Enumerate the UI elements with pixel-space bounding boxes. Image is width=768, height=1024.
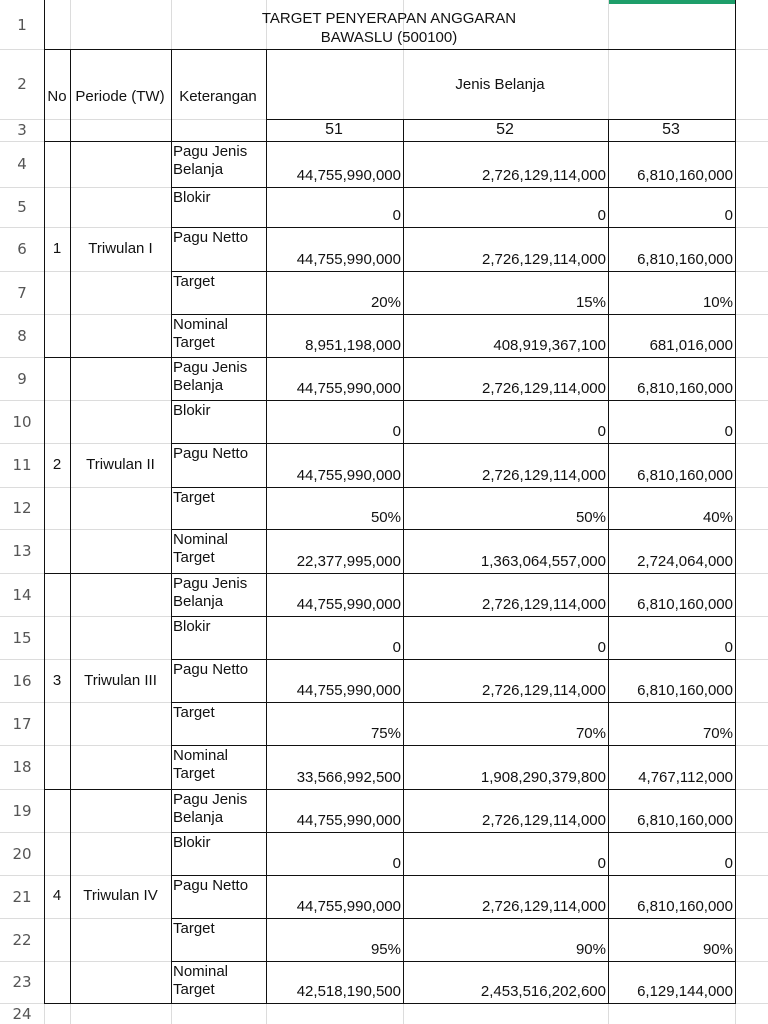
row-number[interactable]: 1 [17, 15, 27, 34]
quarter-periode[interactable]: Triwulan I [88, 240, 153, 257]
value-cell[interactable]: 33,566,992,500 [296, 769, 401, 786]
value-cell[interactable]: 0 [724, 207, 733, 224]
header-jenis-belanja[interactable]: Jenis Belanja [455, 76, 545, 93]
row-number[interactable]: 20 [12, 844, 32, 863]
border-line [171, 702, 736, 703]
value-cell[interactable]: 0 [597, 423, 606, 440]
border-line [171, 875, 736, 876]
value-cell[interactable]: 42,518,190,500 [296, 983, 401, 1000]
border-line [171, 400, 736, 401]
row-number[interactable]: 21 [12, 887, 32, 906]
row-label[interactable]: Pagu Netto [173, 229, 249, 246]
row-number[interactable]: 15 [12, 628, 32, 647]
header-code-52[interactable]: 52 [496, 121, 514, 138]
row-label[interactable]: Blokir [173, 402, 211, 419]
value-cell[interactable]: 0 [597, 855, 606, 872]
value-cell[interactable]: 2,726,129,114,000 [481, 596, 606, 613]
row-number[interactable]: 3 [17, 121, 27, 139]
row-number[interactable]: 14 [12, 585, 32, 604]
border-line [171, 187, 736, 188]
row-number[interactable]: 7 [17, 283, 27, 302]
value-cell[interactable]: 6,810,160,000 [637, 596, 733, 613]
value-cell[interactable]: 44,755,990,000 [296, 380, 401, 397]
value-cell[interactable]: 2,726,129,114,000 [481, 898, 606, 915]
value-cell[interactable]: 2,726,129,114,000 [481, 812, 606, 829]
selection-indicator [608, 0, 736, 4]
border-line [171, 443, 736, 444]
value-cell[interactable]: 408,919,367,100 [493, 337, 606, 354]
border-line [44, 0, 45, 1004]
value-cell[interactable]: 95% [370, 941, 401, 958]
header-no[interactable]: No [47, 88, 67, 105]
border-line [44, 789, 736, 790]
value-cell[interactable]: 20% [370, 294, 401, 311]
row-label[interactable]: Blokir [173, 189, 211, 206]
value-cell[interactable]: 6,810,160,000 [637, 251, 733, 268]
value-cell[interactable]: 44,755,990,000 [296, 898, 401, 915]
quarter-periode[interactable]: Triwulan II [86, 456, 155, 473]
value-cell[interactable]: 6,810,160,000 [637, 682, 733, 699]
value-cell[interactable]: 2,726,129,114,000 [481, 467, 606, 484]
border-line [44, 573, 736, 574]
value-cell[interactable]: 0 [392, 423, 401, 440]
value-cell[interactable]: 0 [597, 639, 606, 656]
row-number[interactable]: 24 [12, 1004, 32, 1023]
value-cell[interactable]: 1,908,290,379,800 [480, 769, 606, 786]
header-code-51[interactable]: 51 [325, 121, 343, 138]
value-cell[interactable]: 4,767,112,000 [638, 769, 733, 786]
row-number[interactable]: 16 [12, 671, 32, 690]
quarter-no[interactable]: 4 [52, 887, 62, 904]
quarter-periode[interactable]: Triwulan IV [83, 887, 158, 904]
border-line [171, 961, 736, 962]
row-label[interactable]: Blokir [173, 834, 211, 851]
row-number[interactable]: 22 [12, 930, 32, 949]
row-number[interactable]: 5 [17, 198, 27, 216]
row-label[interactable]: Blokir [173, 618, 211, 635]
row-label[interactable]: Pagu Netto [173, 661, 249, 678]
border-line [266, 119, 736, 120]
row-number[interactable]: 12 [12, 499, 32, 517]
border-line [70, 49, 71, 1004]
border-line [44, 141, 736, 142]
row-number[interactable]: 8 [17, 326, 27, 345]
row-label[interactable]: Target [173, 704, 215, 721]
row-number[interactable]: 10 [12, 412, 32, 431]
value-cell[interactable]: 6,810,160,000 [637, 812, 733, 829]
value-cell[interactable]: 8,951,198,000 [305, 337, 401, 354]
quarter-periode[interactable]: Triwulan III [84, 672, 157, 689]
value-cell[interactable]: 6,810,160,000 [637, 467, 733, 484]
quarter-no[interactable]: 1 [52, 240, 62, 257]
value-cell[interactable]: 90% [702, 941, 733, 958]
border-line [171, 49, 172, 1004]
border-line [171, 832, 736, 833]
row-label[interactable]: Target [173, 920, 215, 937]
value-cell[interactable]: 0 [724, 639, 733, 656]
row-number[interactable]: 6 [17, 240, 27, 258]
value-cell[interactable]: 0 [392, 639, 401, 656]
border-line [171, 918, 736, 919]
row-number[interactable]: 19 [12, 801, 32, 820]
value-cell[interactable]: 40% [702, 509, 733, 526]
row-label[interactable]: Pagu Netto [173, 445, 249, 462]
value-cell[interactable]: 681,016,000 [649, 337, 733, 354]
quarter-no[interactable]: 3 [52, 672, 62, 689]
value-cell[interactable]: 50% [575, 509, 606, 526]
border-line [171, 271, 736, 272]
value-cell[interactable]: 2,724,064,000 [637, 553, 733, 570]
row-label[interactable]: Pagu Jenis Belanja [173, 575, 248, 610]
value-cell[interactable]: 44,755,990,000 [296, 167, 401, 184]
row-label[interactable]: Target [173, 273, 215, 290]
row-label[interactable]: Pagu Jenis Belanja [173, 791, 248, 826]
title-line-2[interactable]: BAWASLU (500100) [320, 29, 458, 46]
value-cell[interactable]: 2,726,129,114,000 [481, 251, 606, 268]
row-label[interactable]: Nominal Target [173, 316, 229, 351]
value-cell[interactable]: 2,726,129,114,000 [481, 167, 606, 184]
row-number[interactable]: 13 [12, 542, 32, 560]
value-cell[interactable]: 10% [702, 294, 733, 311]
border-line [44, 357, 736, 358]
value-cell[interactable]: 0 [597, 207, 606, 224]
value-cell[interactable]: 44,755,990,000 [296, 596, 401, 613]
value-cell[interactable]: 44,755,990,000 [296, 251, 401, 268]
value-cell[interactable]: 0 [392, 207, 401, 224]
value-cell[interactable]: 0 [392, 855, 401, 872]
border-line [171, 487, 736, 488]
row-label[interactable]: Nominal Target [173, 963, 229, 998]
value-cell[interactable]: 15% [575, 294, 606, 311]
row-number[interactable]: 18 [12, 758, 32, 776]
border-line [171, 227, 736, 228]
row-label[interactable]: Pagu Netto [173, 877, 249, 894]
row-number[interactable]: 17 [12, 714, 32, 733]
header-code-53[interactable]: 53 [662, 121, 680, 138]
border-line [171, 616, 736, 617]
value-cell[interactable]: 6,129,144,000 [637, 983, 733, 1000]
row-label[interactable]: Pagu Jenis Belanja [173, 143, 248, 178]
quarter-no[interactable]: 2 [52, 456, 62, 473]
border-line [44, 49, 736, 50]
border-line [171, 659, 736, 660]
value-cell[interactable]: 6,810,160,000 [637, 380, 733, 397]
border-line [171, 529, 736, 530]
row-label[interactable]: Nominal Target [173, 531, 229, 566]
value-cell[interactable]: 70% [702, 725, 733, 742]
title-line-1[interactable]: TARGET PENYERAPAN ANGGARAN [261, 10, 517, 27]
value-cell[interactable]: 0 [724, 855, 733, 872]
row-number[interactable]: 4 [17, 155, 27, 173]
value-cell[interactable]: 0 [724, 423, 733, 440]
border-line [171, 745, 736, 746]
row-number[interactable]: 11 [12, 456, 32, 474]
value-cell[interactable]: 2,726,129,114,000 [481, 380, 606, 397]
value-cell[interactable]: 44,755,990,000 [296, 682, 401, 699]
value-cell[interactable]: 6,810,160,000 [637, 898, 733, 915]
border-line [171, 314, 736, 315]
row-number[interactable]: 2 [17, 75, 27, 93]
row-label[interactable]: Pagu Jenis Belanja [173, 359, 248, 394]
value-cell[interactable]: 70% [575, 725, 606, 742]
value-cell[interactable]: 44,755,990,000 [296, 812, 401, 829]
row-label[interactable]: Nominal Target [173, 747, 229, 782]
row-number[interactable]: 9 [17, 369, 27, 388]
value-cell[interactable]: 2,453,516,202,600 [480, 983, 606, 1000]
row-label[interactable]: Target [173, 489, 215, 506]
border-line [735, 0, 736, 1004]
value-cell[interactable]: 2,726,129,114,000 [481, 682, 606, 699]
value-cell[interactable]: 90% [575, 941, 606, 958]
value-cell[interactable]: 44,755,990,000 [296, 467, 401, 484]
header-keterangan[interactable]: Keterangan [179, 88, 257, 105]
value-cell[interactable]: 1,363,064,557,000 [480, 553, 606, 570]
border-line [44, 1003, 736, 1004]
row-number[interactable]: 23 [12, 973, 32, 991]
value-cell[interactable]: 6,810,160,000 [637, 167, 733, 184]
value-cell[interactable]: 22,377,995,000 [296, 553, 401, 570]
value-cell[interactable]: 75% [370, 725, 401, 742]
header-periode[interactable]: Periode (TW) [75, 88, 165, 105]
value-cell[interactable]: 50% [370, 509, 401, 526]
